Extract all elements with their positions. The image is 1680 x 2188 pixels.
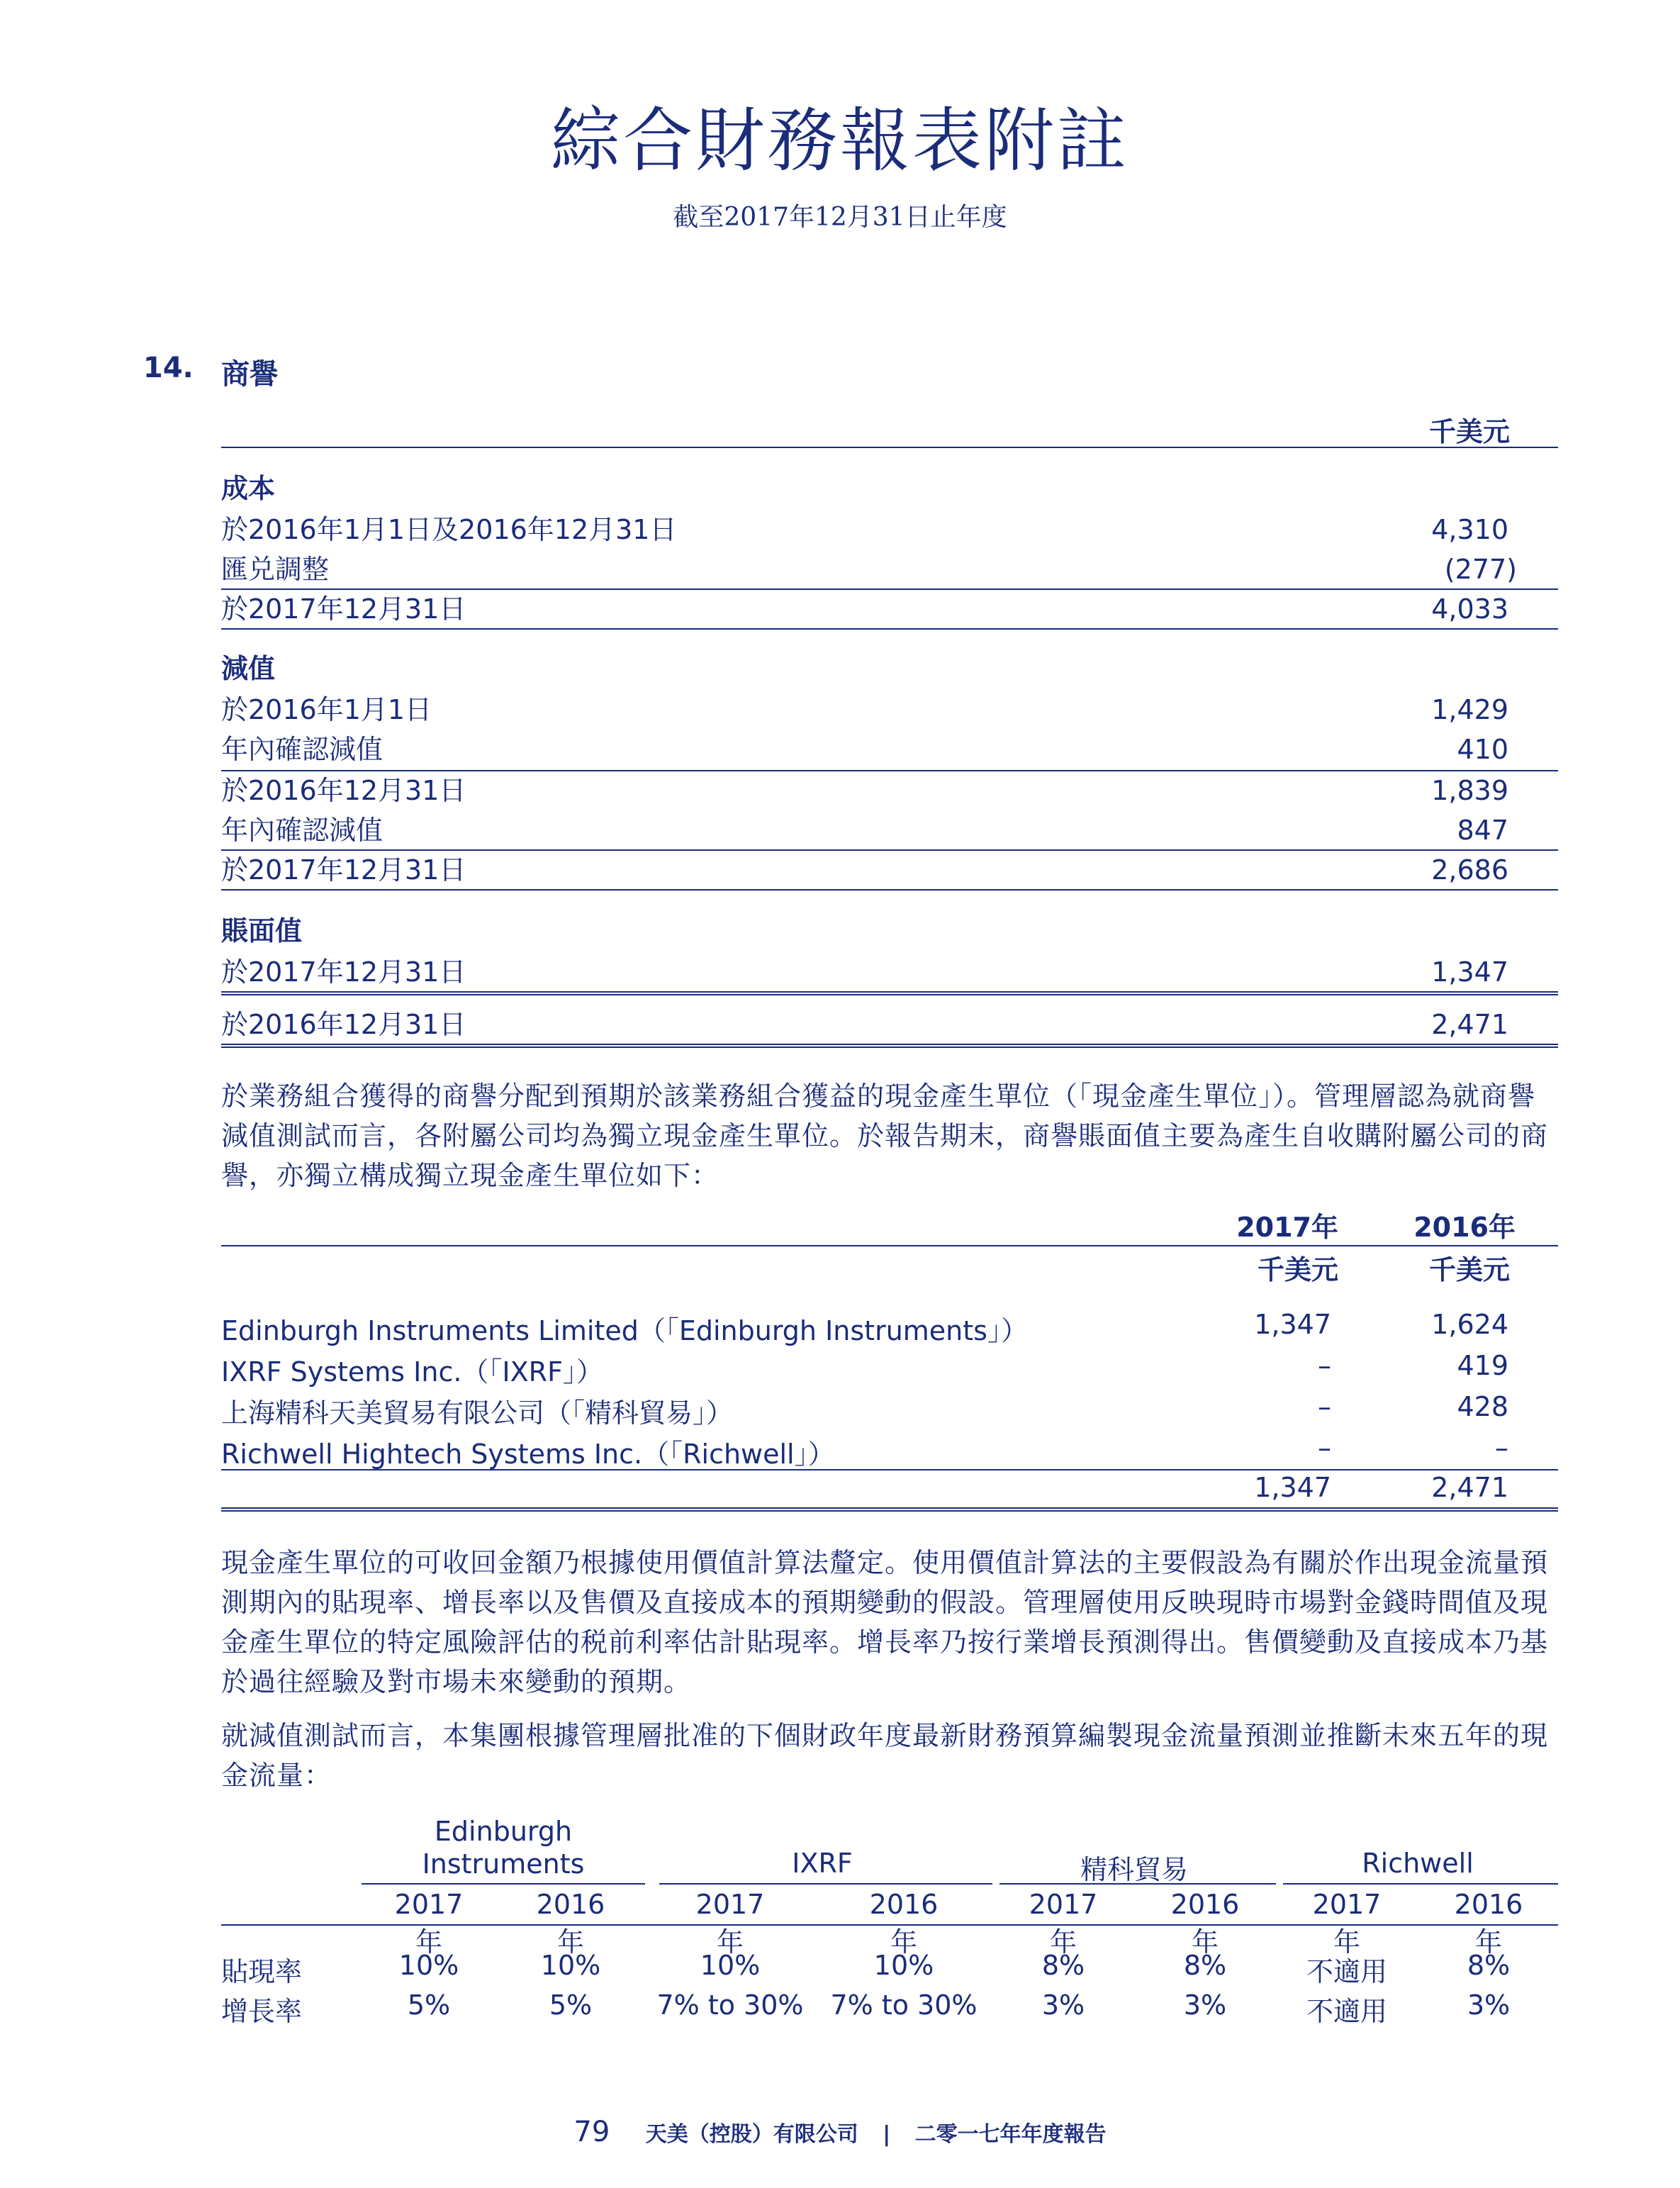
- cgu-value: –: [1495, 1432, 1508, 1463]
- cgu-value: 1,624: [1431, 1309, 1508, 1340]
- rate-value: 10%: [398, 1950, 459, 1981]
- group-ixrf: IXRF: [792, 1848, 853, 1879]
- year-header: 2016年: [869, 1889, 939, 1958]
- rate-value: 5%: [549, 1989, 593, 2021]
- group-rule: [659, 1883, 992, 1885]
- cgu-value: 428: [1457, 1391, 1508, 1422]
- year-header: 2017年: [695, 1889, 765, 1958]
- group-jingke: 精科貿易: [1080, 1854, 1188, 1885]
- table-row: 年內確認減值 410: [221, 734, 1508, 765]
- cgu-table: [0, 1205, 1680, 1503]
- cgu-row-label: IXRF Systems Inc.（「IXRF」）: [221, 1356, 603, 1388]
- table-double-rule: [221, 1044, 1558, 1048]
- rate-value: 8%: [1183, 1950, 1227, 1981]
- group-rule: [999, 1883, 1276, 1885]
- rate-row-label: 增長率: [221, 1996, 303, 2027]
- cgu-total-row: [0, 1472, 1680, 1512]
- cost-heading: 成本: [221, 473, 276, 504]
- rate-value: 3%: [1041, 1989, 1085, 2021]
- page-number: 79: [573, 2116, 610, 2148]
- cgu-value: 419: [1457, 1350, 1508, 1381]
- carrying-heading: 賬面值: [221, 915, 303, 947]
- rate-value: 3%: [1183, 1989, 1227, 2021]
- year-header: 2016年: [1454, 1889, 1523, 1958]
- page-title: 綜合財務報表附註: [550, 101, 1129, 182]
- table-rule: [221, 1924, 1558, 1926]
- section-title: 商譽: [221, 358, 278, 391]
- cgu-row-label: Edinburgh Instruments Limited（「Edinburgh Instruments」）: [221, 1315, 1028, 1346]
- rate-value: 8%: [1467, 1950, 1511, 1981]
- paragraph: 就減值測試而言，本集團根據管理層批准的下個財政年度最新財務預算編製現金流量預測並推斷未來五年的現金流量：: [221, 1720, 1549, 1791]
- paragraph: 於業務組合獲得的商譽分配到預期於該業務組合獲益的現金產生單位（「現金產生單位」）。管理層認為就商譽減值測試而言，各附屬公司均為獨立現金產生單位。於報告期末，商譽賬面值主要為產生自收購附屬公司的商譽，亦獨立構成獨立現金產生單位如下：: [221, 1081, 1549, 1191]
- group-richwell: Richwell: [1362, 1848, 1474, 1879]
- rate-value: 10%: [540, 1950, 601, 1981]
- year-header: 2017年: [394, 1889, 464, 1958]
- table-row: 於2016年12月31日 2,471: [221, 1009, 1508, 1040]
- group-rule: [1283, 1883, 1558, 1885]
- table-double-rule: [221, 991, 1558, 995]
- table-rule: [221, 889, 1558, 891]
- table-rule: [221, 1469, 1558, 1470]
- table-row: 年內確認減值 847: [221, 815, 1508, 846]
- unit-header: 千美元: [1428, 416, 1510, 447]
- table-row: 於2016年1月1日及2016年12月31日 4,310: [221, 514, 1508, 545]
- table-row: 於2016年12月31日 1,839: [221, 775, 1508, 806]
- footer-company: 天美（控股）有限公司: [645, 2122, 858, 2147]
- cgu-value: –: [1318, 1350, 1331, 1381]
- cgu-value: –: [1318, 1432, 1331, 1463]
- rate-value: 8%: [1041, 1950, 1085, 1981]
- cgu-total-2016: 2,471: [1431, 1472, 1508, 1503]
- rate-value: 不適用: [1306, 1996, 1387, 2027]
- table-rule: [221, 447, 1558, 448]
- table-row: 於2017年12月31日 2,686: [221, 854, 1508, 886]
- table-rule: [221, 1245, 1558, 1246]
- paragraph: 現金產生單位的可收回金額乃根據使用價值計算法釐定。使用價值計算法的主要假設為有關於作出現金流量預測期內的貼現率、增長率以及售價及直接成本的預期變動的假設。管理層使用反映現時市場對金錢時間值及現金產生單位的特定風險評估的税前利率估計貼現率。增長率乃按行業增長預測得出。售價變動及直接成本乃基於過往經驗及對市場未來變動的預期。: [221, 1547, 1549, 1697]
- rate-value: 7% to 30%: [656, 1989, 804, 2021]
- cgu-total-2017: 1,347: [1254, 1472, 1331, 1503]
- cgu-row-label: Richwell Hightech Systems Inc.（「Richwell」）: [221, 1439, 835, 1470]
- table-row: 於2017年12月31日 4,033: [221, 593, 1508, 625]
- footer-report: 二零一七年年度報告: [914, 2122, 1107, 2147]
- table-double-rule: [221, 1507, 1558, 1512]
- rate-value: 7% to 30%: [830, 1989, 978, 2021]
- group-rule: [362, 1883, 645, 1885]
- year-header: 2017年: [1312, 1889, 1382, 1958]
- group-edinburgh: Edinburgh Instruments: [422, 1816, 585, 1880]
- year-header: 2017年: [1029, 1889, 1098, 1958]
- rate-value: 10%: [873, 1950, 934, 1981]
- footer-separator: |: [883, 2122, 891, 2147]
- table-row: 於2017年12月31日 1,347: [221, 956, 1508, 988]
- table-rule: [221, 628, 1558, 630]
- rate-value: 5%: [407, 1989, 451, 2021]
- table-row: 於2016年1月1日 1,429: [221, 694, 1508, 725]
- table-row: 匯兑調整 (277): [221, 554, 1517, 585]
- col-year-2017: 2017年: [1236, 1212, 1338, 1243]
- page-subtitle: 截至2017年12月31日止年度: [673, 203, 1007, 232]
- rate-value: 10%: [700, 1950, 761, 1981]
- year-header: 2016年: [1170, 1889, 1240, 1958]
- year-header: 2016年: [536, 1889, 605, 1958]
- section-number: 14.: [143, 352, 194, 384]
- cgu-row-label: 上海精科天美貿易有限公司（「精科貿易」）: [221, 1397, 734, 1429]
- cgu-value: 1,347: [1254, 1309, 1331, 1340]
- rate-value: 不適用: [1306, 1956, 1387, 1987]
- col-unit-2017: 千美元: [1257, 1254, 1338, 1285]
- page-footer: [0, 2116, 1680, 2148]
- rate-value: 3%: [1467, 1989, 1511, 2021]
- rate-row-label: 貼現率: [221, 1956, 303, 1987]
- col-unit-2016: 千美元: [1428, 1254, 1510, 1285]
- impairment-heading: 減值: [221, 653, 276, 684]
- cgu-value: –: [1318, 1391, 1331, 1422]
- col-year-2016: 2016年: [1413, 1212, 1516, 1243]
